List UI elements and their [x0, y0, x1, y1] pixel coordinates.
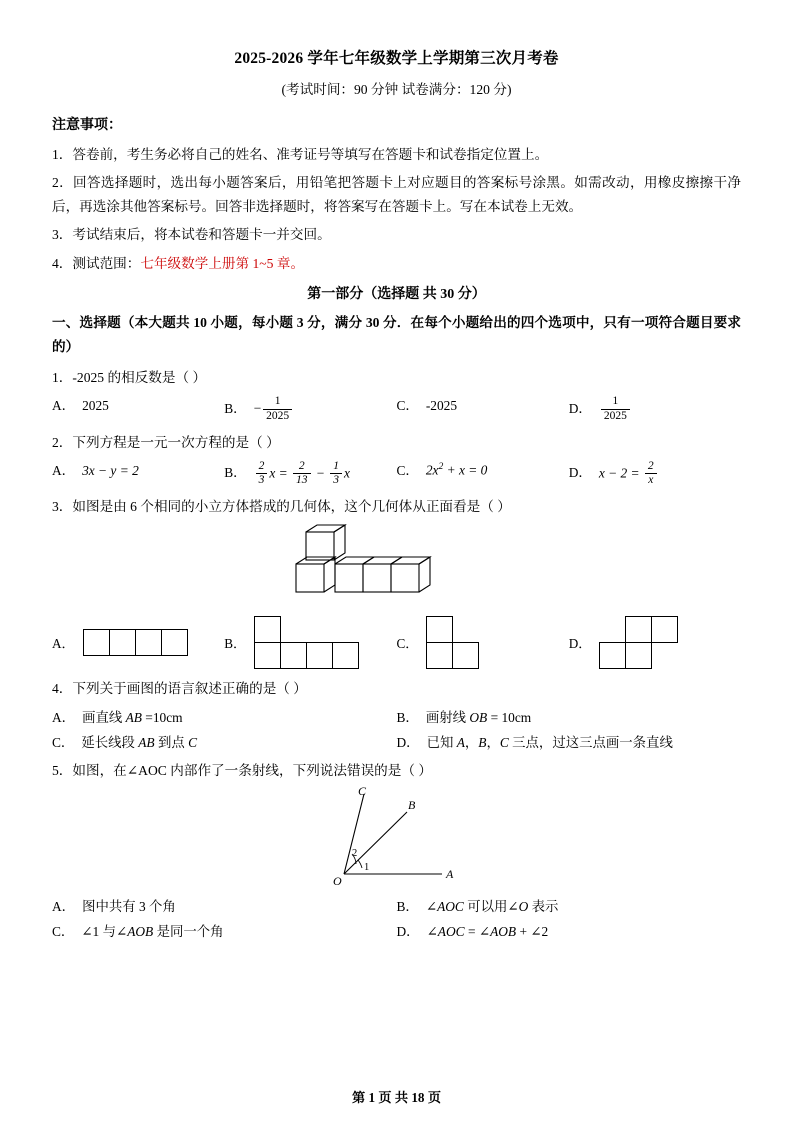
option-label: B． — [224, 465, 247, 481]
option-label: A． — [52, 462, 76, 478]
option-value: 已知 A，B，C 三点，过这三点画一条直线 — [426, 734, 673, 750]
notice-item-4 — [52, 252, 741, 275]
question-5-text: 如图，在∠AOC 内部作了一条射线，下列说法错误的是（ ） — [72, 762, 432, 778]
question-5-number: 5． — [52, 762, 73, 778]
option-label: C． — [396, 636, 419, 652]
option-label: C． — [52, 734, 75, 750]
footer-total-pages: 18 — [411, 1090, 425, 1105]
question-4-options-row-1 — [52, 707, 741, 726]
question-5-options-row-2 — [52, 921, 741, 940]
notice-item-2: 2．回答选择题时，选出每小题答案后，用铅笔把答题卡上对应题目的答案标号涂黑。如需改动，用橡皮擦擦干净后，再选涂其他答案标号。回答非选择题时，将答案写在答题卡上。写在本试卷上无效。 — [52, 175, 741, 214]
option-label: A． — [52, 398, 76, 414]
question-3-option-a[interactable] — [52, 629, 224, 656]
question-4-options-row-2 — [52, 732, 741, 751]
question-1-stem — [52, 366, 741, 389]
question-5-option-a[interactable] — [52, 896, 397, 915]
option-label: B． — [224, 400, 247, 416]
choice-section-head: 一、选择题（本大题共 10 小题，每小题 3 分，满分 30 分．在每个小题给出的四个选项中，只有一项符合题目要求的） — [52, 314, 741, 354]
question-2-stem — [52, 431, 741, 454]
label-angle-1: 1 — [363, 861, 369, 873]
notice-item-3: 3．考试结束后，将本试卷和答题卡一并交回。 — [52, 227, 331, 243]
question-3-stem — [52, 495, 741, 518]
option-label: A． — [52, 898, 76, 914]
option-value: 画射线 OB = 10cm — [425, 709, 532, 725]
question-2-option-b[interactable] — [224, 460, 396, 488]
question-2-option-a[interactable] — [52, 460, 224, 479]
option-value: − $\frac{1}{2025}$ — [254, 395, 295, 423]
option-value: ∠1 与∠AOB 是同一个角 — [81, 923, 224, 939]
part-one-title: 第一部分（选择题 共 30 分） — [307, 286, 486, 302]
exam-subtitle: (考试时间：90 分钟 试卷满分：120 分) — [281, 82, 512, 97]
label-angle-2: 2 — [351, 847, 357, 859]
option-label: A． — [52, 709, 76, 725]
option-label: C． — [52, 923, 75, 939]
angle-figure — [52, 786, 741, 890]
label-B: B — [407, 797, 415, 812]
option-value: $2x^2 + x = 0$ — [425, 461, 488, 478]
question-5-option-c[interactable] — [52, 921, 397, 940]
option-value: -2025 — [425, 398, 458, 414]
option-label: B． — [396, 898, 419, 914]
shape-a — [83, 629, 188, 656]
question-1-option-d[interactable] — [569, 395, 741, 423]
question-2-options — [52, 460, 741, 488]
question-4-option-a[interactable] — [52, 707, 397, 726]
question-2-option-c[interactable] — [397, 460, 569, 479]
question-4-text: 下列关于画图的语言叙述正确的是（ ） — [72, 681, 307, 697]
notice-heading: 注意事项： — [52, 118, 122, 133]
question-5-stem — [52, 759, 741, 782]
option-value: x − 2 = $\frac{2}{x}$ — [599, 460, 659, 488]
question-2-option-d[interactable] — [569, 460, 741, 488]
question-1-number: 1． — [52, 370, 73, 386]
question-4-option-c[interactable] — [52, 732, 397, 751]
cube-solid-svg — [282, 524, 512, 604]
question-1-options — [52, 395, 741, 423]
label-A: A — [445, 866, 453, 881]
option-label: D． — [396, 734, 420, 750]
question-3-option-d[interactable] — [569, 616, 741, 669]
question-1-text: -2025 的相反数是（ ） — [72, 370, 207, 386]
angle-figure-svg — [302, 786, 492, 886]
question-5-option-d[interactable] — [397, 921, 742, 940]
cube-solid-figure — [52, 524, 741, 608]
option-value: 画直线 AB =10cm — [82, 709, 183, 725]
question-4-option-b[interactable] — [397, 707, 742, 726]
label-C: C — [357, 785, 366, 798]
page-title: 2025-2026 学年七年级数学上学期第三次月考卷 — [234, 50, 559, 67]
option-label: B． — [396, 709, 419, 725]
option-label: C． — [396, 398, 419, 414]
question-4-number: 4． — [52, 681, 73, 697]
option-value: $\frac{1}{2025}$ — [599, 395, 632, 423]
option-label: B． — [224, 636, 247, 652]
question-2-text: 下列方程是一元一次方程的是（ ） — [72, 434, 280, 450]
question-3-text: 如图是由 6 个相同的小立方体搭成的几何体，这个几何体从正面看是（ ） — [72, 499, 511, 515]
option-value: ∠AOC 可以用∠O 表示 — [425, 898, 559, 914]
option-label: C． — [396, 462, 419, 478]
label-O: O — [332, 873, 342, 886]
option-value: 延长线段 AB 到点 C — [81, 734, 198, 750]
option-label: D． — [396, 923, 420, 939]
option-label: A． — [52, 636, 75, 652]
page-footer — [0, 1087, 793, 1106]
question-1-option-a[interactable] — [52, 395, 224, 414]
option-label: D． — [568, 400, 592, 416]
question-3-option-b[interactable] — [224, 616, 396, 669]
option-value: 3x − y = 2 — [82, 462, 139, 478]
option-value: 图中共有 3 个角 — [82, 898, 176, 914]
footer-suffix: 页 — [427, 1090, 441, 1105]
option-value: $\frac{2}{3}$ x = $\frac{2}{13}$ − $\frac{1}{3}$ x — [254, 460, 350, 488]
option-label: D． — [568, 636, 592, 652]
option-label: D． — [568, 465, 592, 481]
question-1-option-c[interactable] — [397, 395, 569, 414]
question-3-options — [52, 616, 741, 669]
question-5-options-row-1 — [52, 896, 741, 915]
option-value: ∠AOC = ∠AOB + ∠2 — [426, 923, 549, 939]
question-5-option-b[interactable] — [397, 896, 742, 915]
notice-item-4-range: 七年级数学上册第 1~5 章。 — [140, 255, 305, 271]
footer-page-number: 1 — [368, 1090, 376, 1105]
question-4-option-d[interactable] — [397, 732, 742, 751]
shape-b — [254, 616, 359, 669]
notice-item-1: 1．答卷前，考生务必将自己的姓名、准考证号等填写在答题卡和试卷指定位置上。 — [52, 147, 549, 162]
shape-d — [599, 616, 678, 669]
footer-mid: 页 共 — [378, 1090, 409, 1105]
footer-prefix: 第 — [351, 1090, 366, 1105]
notice-item-4-prefix: 4．测试范围： — [52, 255, 141, 271]
question-3-number: 3． — [52, 499, 73, 515]
question-4-stem — [52, 677, 741, 700]
question-3-option-c[interactable] — [397, 616, 569, 669]
question-2-number: 2． — [52, 434, 73, 450]
shape-c — [426, 616, 479, 669]
question-1-option-b[interactable] — [224, 395, 396, 423]
option-value: 2025 — [82, 398, 109, 414]
